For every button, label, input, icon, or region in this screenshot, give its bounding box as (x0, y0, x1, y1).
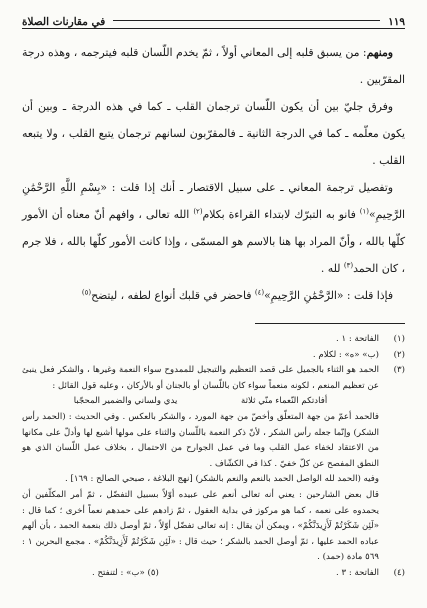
paragraph-text: فانو به التبرّك لابتداء القراءة بكلام (202, 208, 360, 221)
footnote-ref[interactable]: (٣) (343, 261, 354, 270)
footnote-number: (١) (393, 334, 405, 344)
footnote-number: (٣) (393, 365, 405, 376)
paragraph-text: فإذا قلت : «الرَّحْمَٰنِ الرَّحِيمِ» (264, 289, 393, 302)
paragraph-text: وفرق جليّ بين أن يكون اللّسان ترجمان القلب ـ كما في هذه الدرجة ـ وبين أن يكون معلّمه ـ كما في الدرجة الثانية ـ فالمقرّبون لسانهم ترجمان يتبع القلب ، ولا يتبعه القلب . (22, 100, 405, 167)
paragraph-1 (22, 39, 405, 93)
footnote-inline (92, 566, 159, 582)
footnote-text: الفاتحة : ١ . (336, 334, 379, 344)
footnote-text: (ب» «ه» : لكلام . (312, 349, 379, 360)
paragraph-text: الله تعالى ، وافهم أنّ معناه أن الأمور كلّها بالله ، وأنّ المراد بها هنا بالاسم هو المسمّى ، وإذا كانت الأمور كلّها بالله ، فلا جرم ، كان الحمد (22, 208, 405, 275)
footnote-number: (٥) (147, 567, 159, 578)
footnote-text: «ب» : لتنفتح . (92, 567, 145, 578)
paragraph-text: وتفصيل ترجمة المعاني ـ على سبيل الاقتصار ـ أنك إذا قلت : «بِسْمِ اللَّهِ الرَّحْمَٰنِ الرَّحِيمِ» (22, 181, 405, 221)
verse-line (22, 394, 379, 410)
running-header (22, 8, 405, 29)
footnote-separator (255, 323, 405, 324)
footnote-number: (٢) (393, 349, 405, 360)
footnote-ref[interactable]: (٢) (193, 207, 203, 216)
footnote-text: الحمد هو الثناء بالجميل على قصد التعظيم والتبجيل للممدوح سواء النعمة وغيرها ، والشكر فعل ينبئ عن تعظيم المنعم ، لكونه منعماً سواء كان باللّسان أو بالجنان أو بالأركان ، وعليه قول القائل : (22, 365, 379, 391)
footnote-ref[interactable]: (٥) (81, 288, 92, 297)
footnote-text: قال بعض الشارحين : يعني أنه تعالى أنعم على عبيده أوّلاً بسبيل التفضّل ، ثمّ أمر المكلّفين أن يحمدوه على نعمه ، كما هو مركوز في بداية العقول ، ثمّ زادهم على حمدهم نعماً أخرى ؛ كما قال : «لَئِن شَكَرْتُمْ لَأَزِيدَنَّكُمْ» ، ويمكن أن يقال : إنه تعالى تفضّل أوّلاً ، ثمّ أوصل ذلك بنعمة الحمد ، بأن ألهم عباده الحمد عليها ، ثمّ أوصل الحمد بالشكر ؛ حيث قال : «لَئِن شَكَرْتُمْ لَأَزِيدَنَّكُمْ» . مجمع البحرين ١ : ٥٦٩ مادة (حمد) . (22, 489, 379, 563)
paragraph-3 (22, 174, 405, 282)
footnote-ref[interactable]: (١) (359, 207, 370, 216)
book-page (22, 8, 405, 600)
paragraph-text: فاحضر في قلبك أنواع لطفه ، ليتضح (91, 289, 255, 302)
footnote-2 (22, 348, 405, 364)
paragraph-4 (22, 282, 405, 309)
footnotes (22, 332, 405, 582)
footnote-text: الفاتحة : ٣ . (336, 567, 379, 578)
running-title: في مقارنات الصلاة (22, 16, 106, 28)
paragraph-lead: ومنهم (366, 46, 393, 59)
footnote-4-5 (22, 566, 405, 582)
paragraph-text: : من يسبق قلبه إلى المعاني أولاً ، ثمّ يخدم اللّسان قلبه فيترجمه ، وهذه درجة المقرّبين . (22, 46, 405, 86)
footnote-ref[interactable]: (٤) (254, 288, 265, 297)
main-text (22, 39, 405, 309)
footnote-number: (٤) (393, 567, 405, 578)
verse-hemistich: يدي ولساني والضمير المحجّبا (73, 396, 178, 407)
footnote-1 (22, 332, 405, 348)
footnote-body (22, 363, 379, 566)
paragraph-2 (22, 93, 405, 174)
paragraph-text: لله . (320, 262, 344, 275)
footnote-text: فالحمد أعمّ من جهة المتعلّق وأخصّ من جهة المورد ، والشكر بالعكس . وفي الحديث : (الحمد رأس الشكر) وإنّما جعله رأس الشكر ، لأنّ ذكر النعمة باللّسان والثناء على مولها أشيع لها وأدلّ على مكانها من الاعتقاد لخفاء عمل القلب وما في عمل الجوارح من الاحتمال ، بخلاف عمل اللّسان الذي هو النطق المفصح عن كلّ خفيّ . كذا في الكشّاف . (22, 411, 379, 469)
header-rule (113, 20, 380, 21)
footnote-3 (22, 363, 405, 566)
footnote-pair (22, 566, 379, 582)
verse-hemistich: أفادتكم النّعماء منّي ثلاثة (240, 396, 328, 407)
page-number: ١١٩ (388, 16, 405, 28)
footnote-text: وفيه (الحمد لله الواصل الحمد بالنعم والنعم بالشكر) [نهج البلاغة ، صبحي الصالح : ١٦٩] . (65, 474, 379, 485)
